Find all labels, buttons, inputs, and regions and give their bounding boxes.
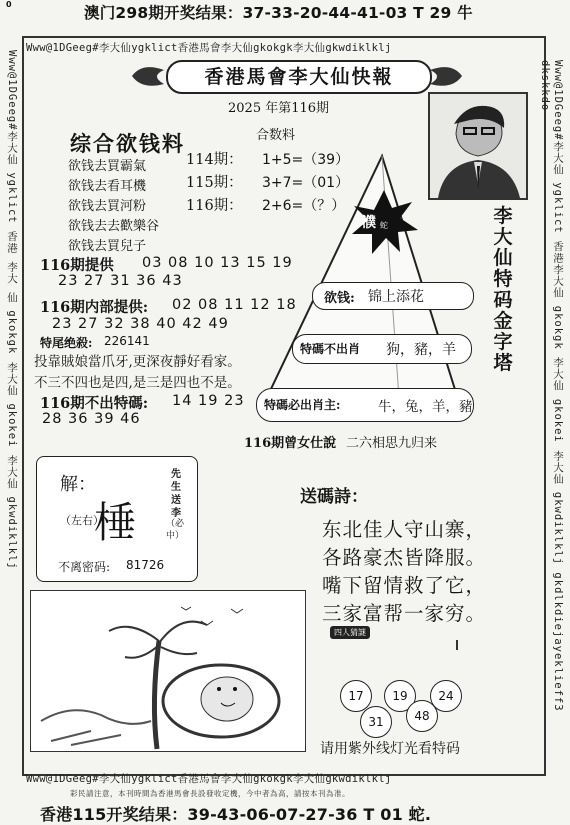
sum-period: 115期：: [186, 175, 243, 191]
female-saying-label: 116期曾女仕說: [244, 436, 337, 451]
issue-label: 2025 年第116期: [228, 101, 330, 116]
desire-label: 欲钱:: [324, 291, 355, 306]
lottery-ball: 24: [430, 680, 462, 712]
sum-period: 114期：: [186, 152, 243, 168]
desire-value: 锦上添花: [368, 289, 424, 305]
cartoon-illustration: [30, 590, 306, 752]
provide-line2: 23 27 31 36 43: [58, 273, 183, 289]
send-code-line: 东北佳人守山寨，: [322, 518, 487, 541]
top-marquee: Www@1DGeeg#李大仙ygklict香港馬會李大仙gkokgk李大仙gkwdiklklj: [26, 42, 392, 54]
riddle-item: 欲钱去買河粉: [68, 199, 147, 214]
left-side-marquee: Www@1DGeeg#李大仙 ygklict 香港 李大 仙 gkokgk 李大仙 gkokei 李大仙 gkwdiklklj: [6, 50, 18, 570]
not-out-value: 狗，豬，羊: [386, 342, 456, 358]
must-value: 牛，兔，羊，豬: [378, 399, 473, 415]
solve-jie: 解：: [60, 474, 96, 495]
poem-line: 不三不四也是四,是三是四也不是。: [34, 375, 241, 391]
lottery-ball: 19: [384, 680, 416, 712]
solve-must-hit: （必中）: [165, 519, 184, 541]
macau-result: 澳门298期开奖结果：37-33-20-44-41-03 T 29 牛: [84, 4, 473, 22]
left-ornament-icon: [128, 58, 168, 94]
sum-period: 116期：: [186, 198, 243, 214]
solve-left-right: （左右）: [60, 514, 104, 527]
sum-expr: 1+5=（39）: [262, 152, 350, 168]
lottery-ball: 17: [340, 680, 372, 712]
corner-mark: 0: [6, 0, 12, 9]
no-show-label: 116期不出特碼:: [40, 395, 149, 412]
poem-line: 投靠賊娘當爪牙,更深夜靜好看家。: [34, 354, 241, 370]
bottom-marquee: Www@1DGeeg#李大仙ygklict香港馬會李大仙gkokgk李大仙gkwdiklklj: [26, 773, 392, 785]
internal-line2: 23 27 32 38 40 42 49: [52, 316, 229, 332]
star-small-text: 蛇: [380, 221, 388, 230]
send-code-line: 各路豪杰皆降服。: [322, 546, 487, 569]
riddle-title: 综合欲钱料: [70, 131, 185, 156]
female-saying-value: 二六相思九归来: [346, 436, 438, 451]
lottery-ball: 31: [360, 706, 392, 738]
send-code-title: 送碼詩：: [300, 487, 368, 507]
vertical-title: 李 大 仙 特 码 金 字 塔: [493, 205, 513, 374]
sum-expr: 3+7=（01）: [262, 175, 350, 191]
tick-mark: [456, 640, 458, 650]
right-ornament-icon: [426, 58, 466, 94]
solve-teacher: 先生送李: [171, 469, 181, 519]
header-title: 香港馬會李大仙快報: [166, 60, 432, 94]
footer-notice: 彩民請注意，本刊時間為香港馬會長設發收定機，今中者為高，請按本刊為准。: [70, 789, 350, 798]
riddle-item: 欲钱去買霸氣: [68, 159, 147, 174]
tail-value: 226141: [104, 334, 150, 348]
sum-expr: 2+6=（？）: [262, 198, 346, 214]
provide-line1: 03 08 10 13 15 19: [142, 255, 293, 271]
riddle-item: 欲钱去看耳機: [68, 179, 147, 194]
no-show-line2: 28 36 39 46: [42, 411, 141, 427]
internal-line1: 02 08 11 12 18: [172, 297, 297, 313]
must-label: 特碼必出肖主:: [264, 398, 341, 412]
hk-result: 香港115开奖结果：39-43-06-07-27-36 T 01 蛇.: [40, 805, 432, 824]
solve-code-value: 81726: [126, 558, 165, 572]
sum-title: 合数料: [256, 128, 296, 143]
small-tag: 四人猜謎: [330, 626, 370, 639]
ball-caption: 请用紫外线灯光看特码: [320, 741, 460, 757]
no-show-line1: 14 19 23: [172, 393, 245, 409]
right-side-marquee: Www@1DGeeg#李大仙 ygklict 香港李大仙 gkokgk 李大仙 gkokei 李大仙 gkwdiklklj gkdlkdiejayeklieff3 dkskkdo: [539, 60, 564, 712]
solve-code-label: 不离密码:: [58, 560, 111, 574]
lottery-ball: 48: [406, 700, 438, 732]
internal-label: 116期内部提供:: [40, 299, 149, 316]
send-code-line: 嘴下留情救了它，: [322, 574, 487, 597]
riddle-item: 欲钱去買兒子: [68, 239, 147, 254]
riddle-item: 欲钱去去歡樂谷: [68, 219, 160, 234]
star-text: 濮: [362, 215, 376, 231]
provide-label: 116期提供: [40, 257, 114, 274]
send-code-line: 三家富帮一家穷。: [322, 602, 487, 625]
not-out-label: 特碼不出肖: [300, 342, 361, 356]
tail-label: 特尾绝殺:: [40, 336, 93, 350]
solve-big-char: 棰: [94, 498, 137, 547]
